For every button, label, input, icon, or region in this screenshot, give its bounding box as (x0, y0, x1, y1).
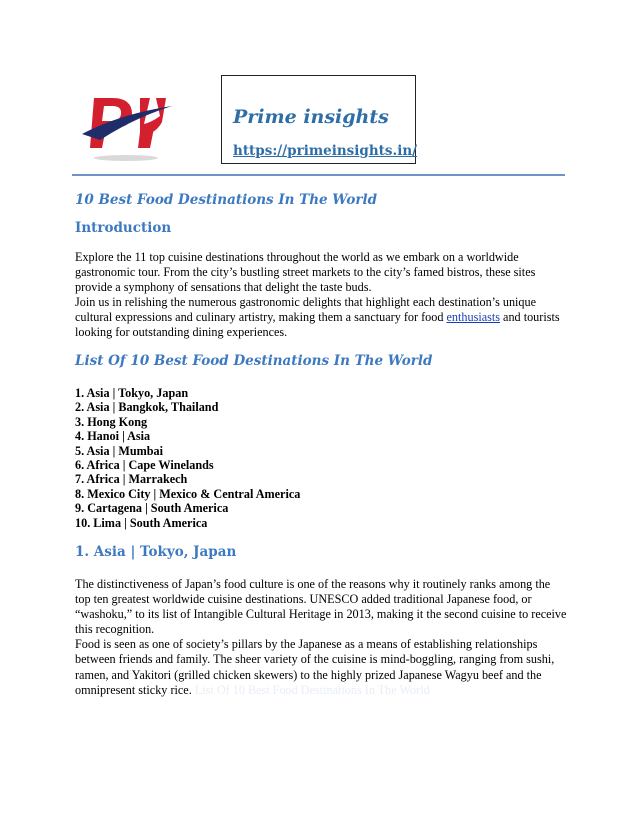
intro-paragraph-1: Explore the 11 top cuisine destinations throughout the world as we embark on a worldwide gastronomic tour. From the city’s bustling street markets to the city’s famed bistros, these sites provide a symphony of sensations that delight the taste buds. (75, 250, 536, 295)
section-1-heading: 1. Asia | Tokyo, Japan (75, 544, 237, 560)
list-item: 9. Cartagena | South America (75, 501, 229, 516)
list-item: 6. Africa | Cape Winelands (75, 458, 214, 473)
list-item: 8. Mexico City | Mexico & Central America (75, 486, 301, 501)
list-item: 10. Lima | South America (75, 515, 208, 530)
faded-heading-text: List Of 10 Best Food Destinations In The World (194, 682, 430, 697)
brand-name: Prime insights (233, 106, 389, 128)
section-1-text (75, 577, 567, 698)
list-item: 4. Hanoi | Asia (75, 429, 151, 444)
list-item: 1. Asia | Tokyo, Japan (75, 386, 189, 400)
prime-insights-logo (80, 88, 180, 168)
brand-url-link[interactable]: https://primeinsights.in/ (233, 143, 418, 159)
intro-paragraph-2-text: Join us in relishing the numerous gastronomic delights that highlight each destination’s unique cultural expressions and culinary artistry, making them a sanctuary for food (75, 295, 537, 325)
list-item: 7. Africa | Marrakech (75, 472, 188, 487)
article-title: 10 Best Food Destinations In The World (75, 192, 378, 208)
section-1-paragraph-2 (75, 637, 567, 697)
destinations-list (75, 386, 300, 530)
list-item: 2. Asia | Bangkok, Thailand (75, 400, 219, 415)
intro-paragraph-2-text-end: and tourists looking for outstanding dining experiences. (75, 310, 560, 340)
intro-text (75, 250, 567, 341)
intro-paragraph-2 (75, 295, 567, 340)
list-heading: List Of 10 Best Food Destinations In The World (75, 353, 433, 369)
list-item: 3. Hong Kong (75, 414, 148, 429)
enthusiasts-link[interactable]: enthusiasts (446, 310, 500, 325)
list-item: 5. Asia | Mumbai (75, 443, 164, 458)
intro-heading: Introduction (75, 220, 172, 236)
header-divider (72, 174, 565, 176)
section-1-paragraph-2-text: Food is seen as one of society’s pillars by the Japanese as a means of establishing relationships between friends and family. The sheer variety of the cuisine is mind-boggling, ranging from sushi, ramen, and Yakitori (grilled chicken skewers) to the highly prized Japanese Wagyu beef and the omnipresent sticky rice. (75, 637, 555, 697)
section-1-paragraph-1: The distinctiveness of Japan’s food culture is one of the reasons why it routinely ranks among the top ten greatest worldwide cuisine destinations. UNESCO added traditional Japanese food, or “washoku,” to its list of Intangible Cultural Heritage in 2013, making it the second cuisine to receive this recognition. (75, 577, 567, 637)
